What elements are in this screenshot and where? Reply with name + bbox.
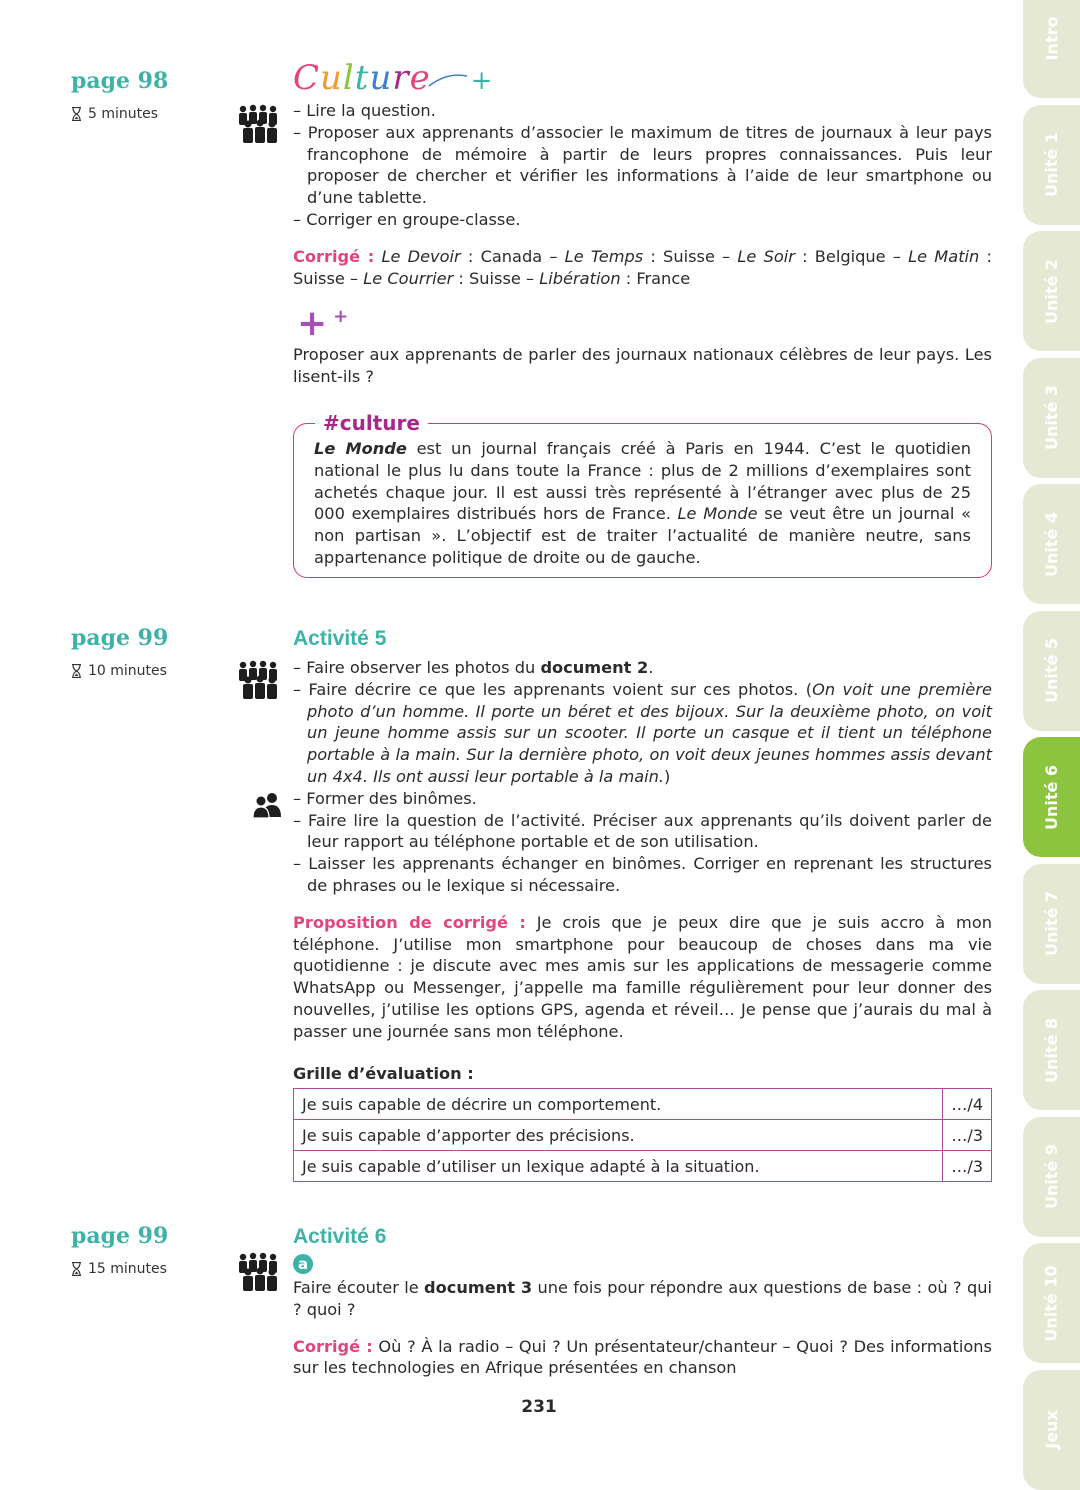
criterion: Je suis capable d’utiliser un lexique adapté à la situation. (294, 1151, 943, 1182)
table-row (294, 1089, 992, 1120)
tab-label: Jeux (1041, 1410, 1061, 1449)
duration-text: 15 minutes (88, 1261, 167, 1277)
duration (71, 1261, 167, 1277)
culture-plus-title (293, 58, 494, 98)
page-reference: page 99 (71, 1223, 169, 1249)
step-badge: a (293, 1254, 313, 1274)
extra-activity: Proposer aux apprenants de parler des journaux nationaux célèbres de leur pays. Les lisent-ils ? (293, 345, 992, 386)
duration (71, 106, 158, 122)
hourglass-icon (71, 664, 82, 678)
group-icon (236, 660, 284, 704)
section2-body (293, 657, 992, 1043)
title-plus: + (470, 66, 494, 96)
tab-unit[interactable] (1023, 484, 1080, 604)
tab-unit[interactable] (1023, 737, 1080, 857)
activity-title: Activité 5 (293, 627, 387, 650)
evaluation-grid (293, 1088, 992, 1182)
tab-label: Unité 8 (1042, 1017, 1062, 1083)
tab-unit[interactable] (1023, 864, 1080, 984)
tab-unit[interactable] (1023, 1243, 1080, 1363)
instruction: Faire écouter le document 3 une fois pour répondre aux questions de base : où ? qui ? quoi ? (293, 1278, 992, 1319)
instruction: – Former des binômes. (293, 788, 477, 808)
corrige: Corrigé : Où ? À la radio – Qui ? Un présentateur/chanteur – Quoi ? Des informations sur les technologies en Afrique présentées en chanson (293, 1336, 992, 1378)
title-letter: e (409, 58, 431, 98)
criterion: Je suis capable de décrire un comportement. (294, 1089, 943, 1120)
criterion: Je suis capable d’apporter des précisions. (294, 1120, 943, 1151)
score: …/4 (943, 1089, 992, 1120)
proposition-corrige: Proposition de corrigé : Je crois que je peux dire que je suis accro à mon téléphone. J’utilise mon smartphone pour beaucoup de choses dans ma vie quotidienne : je discute avec mes amis sur les applications de messagerie comme WhatsApp ou Messenger, j’appelle ma famille régulièrement pour leur donner des nouvelles, j’utilise les options GPS, agenda et réveil… Je pense que j’aurais du mal à passer une journée sans mon téléphone. (293, 912, 992, 1041)
culture-box-title: #culture (315, 411, 428, 435)
table-row (294, 1151, 992, 1182)
tab-label: Unité 3 (1042, 384, 1062, 451)
tab-label: Unité 2 (1042, 258, 1062, 324)
instruction: – Faire décrire ce que les apprenants voient sur ces photos. (On voit une première photo d’un homme. Il porte un béret et des bijoux. Sur la deuxième photo, on voit un jeune homme assis sur un scooter. Il porte un casque et il tient un téléphone portable à la main. Sur la dernière photo, on voit deux jeunes hommes assis devant un 4x4. Ils ont aussi leur portable à la main.) (293, 679, 992, 786)
tab-label: Unité 5 (1042, 637, 1062, 704)
instruction: – Faire lire la question de l’activité. Préciser aux apprenants qu’ils doivent parler de leur rapport au téléphone portable et de son utilisation. (293, 810, 992, 852)
duration-text: 10 minutes (88, 663, 167, 679)
tab-unit[interactable] (1023, 990, 1080, 1110)
culture-text: Le Monde est un journal français créé à Paris en 1944. C’est le quotidien national le plus lu dans toute la France : plus de 2 millions d’exemplaires sont achetés chaque jour. Il est aussi très représenté à l’étranger avec plus de 25 000 exemplaires distribués hors de France. Le Monde se veut être un journal « non partisan ». L’objectif est de traiter l’actualité de manière neutre, sans appartenance politique de droite ou de gauche. (314, 439, 971, 567)
instruction: – Lire la question. (293, 101, 436, 120)
tab-unit[interactable] (1023, 1117, 1080, 1237)
tab-label: Intro (1042, 16, 1061, 60)
title-letter: C (293, 58, 321, 98)
title-letter: u (320, 58, 343, 98)
hourglass-icon (71, 107, 82, 121)
swoosh-decoration (427, 70, 471, 90)
tab-label: Unité 7 (1042, 890, 1062, 957)
title-letter: t (354, 58, 370, 98)
tab-label: Unité 6 (1042, 764, 1062, 830)
tab-unit[interactable] (1023, 358, 1080, 478)
tab-label: Unité 10 (1042, 1264, 1062, 1342)
title-letter: u (369, 58, 393, 98)
activity-title: Activité 6 (293, 1225, 387, 1248)
group-icon (236, 104, 284, 148)
grille-title: Grille d’évaluation : (293, 1064, 474, 1083)
page-reference: page 99 (71, 625, 169, 651)
section3-body (293, 1277, 992, 1379)
title-letter: l (342, 58, 355, 98)
tab-label: Unité 9 (1042, 1143, 1062, 1210)
tab-unit[interactable] (1023, 0, 1080, 98)
score: …/3 (943, 1151, 992, 1182)
pair-icon (252, 792, 284, 822)
table-row (294, 1120, 992, 1151)
corrige-label: Corrigé : (293, 246, 375, 266)
tab-unit[interactable] (1023, 1370, 1080, 1490)
instruction: – Laisser les apprenants échanger en binômes. Corriger en reprenant les structures de phrases ou le lexique si nécessaire. (293, 854, 992, 895)
hourglass-icon (71, 1262, 82, 1276)
title-letter: r (392, 58, 410, 98)
score: …/3 (943, 1120, 992, 1151)
instruction: – Proposer aux apprenants d’associer le maximum de titres de journaux à leur pays francophone de mémoire à partir de leurs propres connaissances. Puis leur proposer de chercher et vérifier les informations à l’aide de leur smartphone ou d’une tablette. (293, 122, 992, 208)
tab-unit[interactable] (1023, 611, 1080, 731)
page-number: 231 (521, 1397, 557, 1417)
duration-text: 5 minutes (88, 106, 159, 122)
instruction: – Corriger en groupe-classe. (293, 209, 521, 229)
culture-box (293, 423, 992, 578)
instruction: – Faire observer les photos du document 2. (293, 658, 654, 677)
group-icon (236, 1252, 284, 1296)
corrige: Corrigé : Le Devoir : Canada – Le Temps : Suisse – Le Soir : Belgique – Le Matin : Suisse – Le Courrier : Suisse – Libération : France (293, 246, 992, 288)
section1-body (293, 100, 992, 289)
tab-unit[interactable] (1023, 231, 1080, 351)
plus-icon: + + (297, 303, 349, 344)
duration (71, 663, 167, 679)
tab-label: Unité 4 (1042, 511, 1062, 577)
tab-unit[interactable] (1023, 105, 1080, 225)
tab-label: Unité 1 (1042, 131, 1062, 198)
page-reference: page 98 (71, 68, 169, 94)
